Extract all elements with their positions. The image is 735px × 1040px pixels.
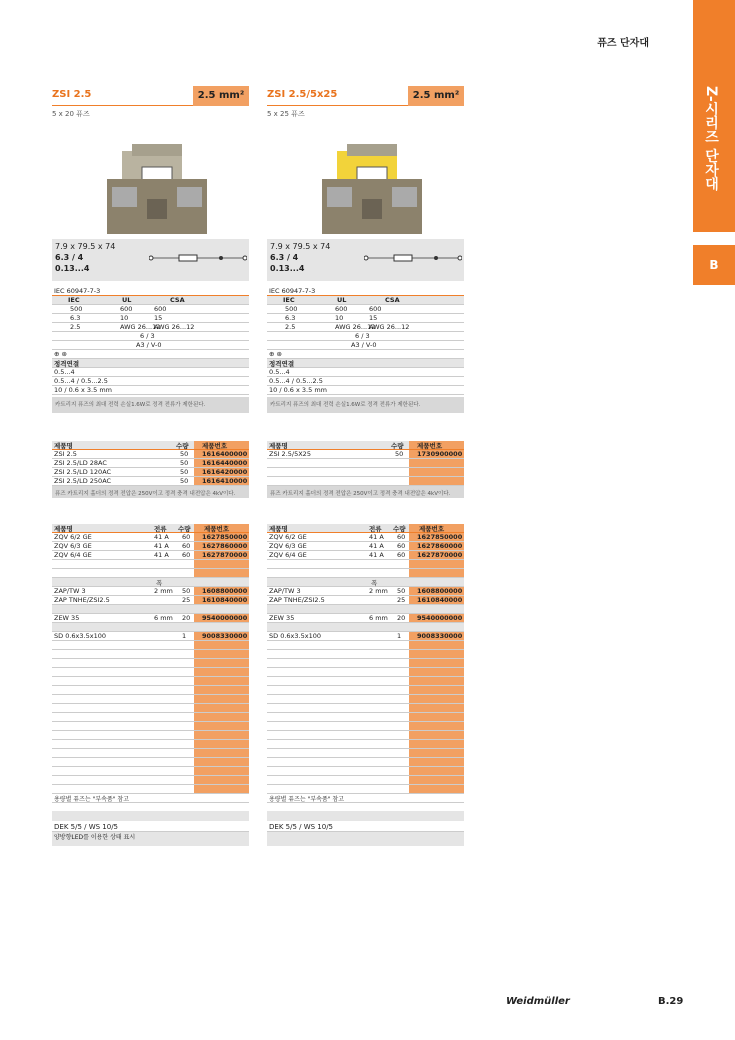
dimensions: 7.9 x 79.5 x 74 [55, 242, 116, 251]
dimensions: 7.9 x 79.5 x 74 [270, 242, 331, 251]
approvals-header [52, 296, 249, 305]
accessory-cell: ZAP TNHE/ZSI2.5 [269, 596, 325, 604]
accessory-cell: 1610840000 [202, 596, 248, 604]
cert-icons-row [267, 350, 464, 359]
accessory-cell: 60 [182, 542, 191, 550]
product-column [267, 86, 464, 846]
accessory-row [267, 560, 464, 569]
wire-size: 2.5 mm² [193, 86, 249, 106]
accessory-cell: 60 [397, 542, 406, 550]
approvals-cell: 10 [120, 314, 129, 322]
order-note: 퓨즈 카트리지 홀더의 정격 전압은 250V이고 정격 충격 내전압은 4kV이다. [52, 486, 249, 498]
order-row [52, 459, 249, 468]
wire-range: 0.13...4 [55, 264, 90, 273]
fuse-symbol-icon [364, 254, 462, 262]
approvals-cell: AWG 26...12 [120, 323, 161, 331]
order-cell: 1616410000 [202, 477, 248, 485]
accessory-number-bg [409, 740, 464, 748]
accessory-cell: 60 [397, 533, 406, 541]
accessory-cell: 60 [182, 551, 191, 559]
width-label-row [267, 578, 464, 587]
extra-row [52, 341, 249, 350]
spacer-row [267, 605, 464, 614]
accessory-number-bg [409, 749, 464, 757]
approvals-row [267, 305, 464, 314]
order-row [52, 477, 249, 486]
approvals-row [267, 323, 464, 332]
accessory-number-bg [409, 776, 464, 784]
side-tab [693, 0, 735, 232]
accessory-row [52, 542, 249, 551]
accessory-cell: ZQV 6/3 GE [269, 542, 307, 550]
accessory-cell: ZQV 6/3 GE [54, 542, 92, 550]
accessory-number-bg [409, 767, 464, 775]
accessory-number-bg [194, 668, 249, 676]
spacer-block [267, 811, 464, 821]
accessory-row [267, 749, 464, 758]
accessory-cell: ZAP/TW 3 [269, 587, 301, 595]
accessory-cell: 9540000000 [417, 614, 463, 622]
approvals-cell: 6.3 [285, 314, 296, 322]
accessory-row [267, 551, 464, 560]
accessory-number-bg [194, 731, 249, 739]
approvals-row [267, 314, 464, 323]
order-row [267, 450, 464, 459]
accessory-cell: 1627870000 [417, 551, 463, 559]
accessory-cell: 9540000000 [202, 614, 248, 622]
accessory-number-bg [194, 704, 249, 712]
approvals-table [267, 287, 464, 395]
order-row [267, 459, 464, 468]
accessory-row [52, 749, 249, 758]
accessory-cell: 1608800000 [417, 587, 463, 595]
product-title-bar [267, 86, 464, 106]
accessory-number-bg [194, 695, 249, 703]
accessory-cell: 60 [397, 551, 406, 559]
extra-value: 6 / 3 [140, 332, 155, 340]
accessory-row [52, 650, 249, 659]
accessory-cell: 6 mm [369, 614, 388, 622]
accessory-row [267, 767, 464, 776]
order-header-cell: 제품번호 [417, 441, 443, 450]
order-header-cell: 제품번호 [202, 441, 228, 450]
rating: 6.3 / 4 [55, 253, 84, 262]
order-cell: 1616420000 [202, 468, 248, 476]
accessory-row [267, 632, 464, 641]
fuse-type: 5 x 25 퓨즈 [267, 110, 305, 118]
accessory-cell: 1627850000 [417, 533, 463, 541]
accessory-number-bg [194, 650, 249, 658]
approvals-header-cell: IEC [68, 296, 80, 304]
approvals-row [52, 323, 249, 332]
order-cell: 50 [180, 477, 189, 485]
accessory-number-bg [194, 776, 249, 784]
approvals-cell: AWG 26...12 [369, 323, 410, 331]
accessory-row [52, 677, 249, 686]
accessory-row [52, 551, 249, 560]
accessories-header-cell: 제품번호 [419, 524, 445, 533]
cert-icons-row [52, 350, 249, 359]
approvals-cell: 15 [369, 314, 378, 322]
order-header-cell: 제품명 [269, 441, 288, 450]
accessory-row [267, 776, 464, 785]
order-cell: 50 [395, 450, 404, 458]
accessory-row [267, 677, 464, 686]
accessories-header-cell: 제품번호 [204, 524, 230, 533]
accessory-cell: 41 A [369, 551, 384, 559]
extra-value: A3 / V-0 [351, 341, 377, 349]
accessory-row [52, 695, 249, 704]
accessory-cell: SD 0.6x3.5x100 [54, 632, 106, 640]
accessory-number-bg [409, 722, 464, 730]
accessory-row [267, 686, 464, 695]
accessory-cell: 60 [182, 533, 191, 541]
marker-info: DEK 5/5 / WS 10/5 [52, 823, 249, 832]
accessory-row [267, 596, 464, 605]
approvals-cell: 2.5 [70, 323, 81, 331]
accessory-row [52, 659, 249, 668]
extra-row [267, 341, 464, 350]
accessories-table [52, 524, 249, 794]
certification-icon: ⊕ ⊛ [269, 350, 282, 358]
approvals-table [52, 287, 249, 395]
accessory-cell: 25 [397, 596, 406, 604]
standard-label: IEC 60947-7-3 [52, 287, 249, 296]
order-cell: 1616440000 [202, 459, 248, 467]
marker-info: DEK 5/5 / WS 10/5 [267, 823, 464, 832]
accessories-header-cell: 전류 [369, 524, 382, 533]
cert-label: 정격연결 [52, 359, 249, 368]
accessory-cell: 9008330000 [202, 632, 248, 640]
order-row [267, 477, 464, 486]
accessory-cell: ZAP/TW 3 [54, 587, 86, 595]
accessory-row [52, 632, 249, 641]
accessory-row [52, 560, 249, 569]
accessory-cell: ZQV 6/2 GE [54, 533, 92, 541]
led-note: 양방향LED를 이용한 상태 표시 [52, 832, 249, 846]
rating: 6.3 / 4 [270, 253, 299, 262]
accessory-number-bg [409, 704, 464, 712]
cert-row: 0.5...4 [52, 368, 249, 377]
accessory-row [52, 776, 249, 785]
cert-row: 0.5...4 [267, 368, 464, 377]
page-number: B.29 [658, 996, 684, 1007]
accessory-row [267, 695, 464, 704]
accessory-number-bg [409, 695, 464, 703]
accessories-header-cell: 수량 [393, 524, 406, 533]
wire-range: 0.13...4 [270, 264, 305, 273]
accessory-row [52, 767, 249, 776]
product-image [52, 119, 249, 239]
accessory-row [267, 641, 464, 650]
accessory-row [52, 668, 249, 677]
accessory-cell: 41 A [369, 533, 384, 541]
accessory-number-bg [194, 569, 249, 577]
accessory-number-bg [194, 749, 249, 757]
accessory-number-bg [409, 560, 464, 568]
approvals-cell: 10 [335, 314, 344, 322]
accessory-number-bg [194, 758, 249, 766]
accessory-row [52, 614, 249, 623]
side-letter-tab: B [693, 245, 735, 285]
note-text: 카트리지 퓨즈의 최대 전력 손실1.6W로 정격 전류가 제한된다. [52, 397, 249, 413]
spacer-row [52, 605, 249, 614]
accessory-number-bg [194, 722, 249, 730]
dimensions-block [267, 239, 464, 281]
accessory-row [267, 569, 464, 578]
accessory-number-bg [194, 659, 249, 667]
order-header [52, 441, 249, 450]
approvals-cell: 500 [70, 305, 83, 313]
accessory-cell: ZEW 35 [269, 614, 295, 622]
accessory-number-bg [409, 569, 464, 577]
accessory-row [52, 722, 249, 731]
accessory-cell: ZAP TNHE/ZSI2.5 [54, 596, 110, 604]
accessory-cell: 1627870000 [202, 551, 248, 559]
accessory-row [52, 704, 249, 713]
spacer-block [52, 811, 249, 821]
order-row [52, 468, 249, 477]
accessory-cell: 41 A [154, 542, 169, 550]
accessories-header-cell: 제품명 [269, 524, 288, 533]
approvals-header-cell: CSA [170, 296, 185, 304]
approvals-header-cell: CSA [385, 296, 400, 304]
fuse-type: 5 x 20 퓨즈 [52, 110, 90, 118]
order-cell: 50 [180, 450, 189, 458]
order-cell: ZSI 2.5/LD 28AC [54, 459, 107, 467]
order-number-cell-bg [409, 477, 464, 485]
accessory-row [267, 722, 464, 731]
accessory-cell: 41 A [154, 551, 169, 559]
extra-row [267, 332, 464, 341]
accessory-row [52, 641, 249, 650]
accessory-row [52, 731, 249, 740]
accessory-number-bg [409, 650, 464, 658]
extra-value: A3 / V-0 [136, 341, 162, 349]
accessory-cell: 50 [182, 587, 191, 595]
approvals-cell: 6.3 [70, 314, 81, 322]
accessory-number-bg [409, 785, 464, 793]
order-number-cell-bg [409, 459, 464, 467]
accessory-number-bg [409, 713, 464, 721]
accessories-header-cell: 제품명 [54, 524, 73, 533]
spacer-row [267, 623, 464, 632]
accessory-cell: 1610840000 [417, 596, 463, 604]
accessory-cell: 20 [397, 614, 406, 622]
accessory-cell: 50 [397, 587, 406, 595]
approvals-row [52, 314, 249, 323]
accessory-row [52, 587, 249, 596]
accessory-row [267, 587, 464, 596]
accessory-cell: 1608800000 [202, 587, 248, 595]
wire-size: 2.5 mm² [408, 86, 464, 106]
fuse-symbol-icon [149, 254, 247, 262]
accessories-header-cell: 수량 [178, 524, 191, 533]
approvals-cell: 600 [120, 305, 133, 313]
accessory-row [267, 650, 464, 659]
accessory-cell: 1627860000 [202, 542, 248, 550]
accessory-cell: 1627850000 [202, 533, 248, 541]
approvals-cell: AWG 26...12 [335, 323, 376, 331]
accessories-header [267, 524, 464, 533]
accessory-row [267, 659, 464, 668]
accessory-cell: SD 0.6x3.5x100 [269, 632, 321, 640]
order-header-cell: 제품명 [54, 441, 73, 450]
extra-row [52, 332, 249, 341]
approvals-cell: 15 [154, 314, 163, 322]
accessory-cell: 1 [182, 632, 187, 640]
accessory-row [267, 542, 464, 551]
accessory-number-bg [194, 740, 249, 748]
product-name: ZSI 2.5 [52, 89, 92, 100]
accessory-cell: ZEW 35 [54, 614, 80, 622]
approvals-cell: 600 [369, 305, 382, 313]
accessory-row [267, 668, 464, 677]
cert-row: 0.5...4 / 0.5...2.5 [267, 377, 464, 386]
standard-label: IEC 60947-7-3 [267, 287, 464, 296]
cert-row: 0.5...4 / 0.5...2.5 [52, 377, 249, 386]
approvals-cell: 600 [335, 305, 348, 313]
approvals-row [52, 305, 249, 314]
order-row [267, 468, 464, 477]
accessory-row [52, 713, 249, 722]
order-note: 퓨즈 카트리지 홀더의 정격 전압은 250V이고 정격 충격 내전압은 4kV이다. [267, 486, 464, 498]
approvals-cell: 600 [154, 305, 167, 313]
order-cell: ZSI 2.5 [54, 450, 77, 458]
approvals-cell: AWG 26...12 [154, 323, 195, 331]
accessory-row [52, 596, 249, 605]
accessory-cell: 6 mm [154, 614, 173, 622]
accessory-row [267, 758, 464, 767]
accessories-header [52, 524, 249, 533]
fuse-reference-note: 용량별 퓨즈는 "부속품" 참고 [267, 794, 464, 803]
order-header [267, 441, 464, 450]
width-label-row [52, 578, 249, 587]
spacer-row [52, 623, 249, 632]
accessory-number-bg [194, 641, 249, 649]
accessory-number-bg [194, 686, 249, 694]
order-cell: ZSI 2.5/LD 250AC [54, 477, 112, 485]
order-header-cell: 수량 [176, 441, 189, 450]
product-name: ZSI 2.5/5x25 [267, 89, 338, 100]
accessory-row [267, 704, 464, 713]
order-cell: 50 [180, 468, 189, 476]
accessory-number-bg [194, 785, 249, 793]
accessory-cell: ZQV 6/2 GE [269, 533, 307, 541]
approvals-header [267, 296, 464, 305]
accessory-number-bg [409, 668, 464, 676]
accessory-row [52, 686, 249, 695]
order-cell: ZSI 2.5/5X25 [269, 450, 311, 458]
order-table [52, 441, 249, 498]
accessory-number-bg [194, 713, 249, 721]
approvals-header-cell: IEC [283, 296, 295, 304]
order-header-cell: 수량 [391, 441, 404, 450]
accessory-number-bg [194, 560, 249, 568]
approvals-cell: 500 [285, 305, 298, 313]
accessory-row [52, 758, 249, 767]
note-text: 카트리지 퓨즈의 최대 전력 손실1.6W로 정격 전류가 제한된다. [267, 397, 464, 413]
accessory-number-bg [409, 677, 464, 685]
product-image [267, 119, 464, 239]
accessory-row [267, 731, 464, 740]
terminal-block-image [267, 119, 464, 239]
accessory-row [267, 713, 464, 722]
accessory-row [52, 740, 249, 749]
terminal-block-image [52, 119, 249, 239]
cert-label: 정격연결 [267, 359, 464, 368]
approvals-header-cell: UL [122, 296, 132, 304]
accessory-cell: 25 [182, 596, 191, 604]
accessory-row [267, 740, 464, 749]
accessory-cell: 2 mm [154, 587, 173, 595]
accessory-cell: 1 [397, 632, 402, 640]
section-title: 퓨즈 단자대 [597, 38, 649, 49]
accessory-number-bg [194, 767, 249, 775]
product-column [52, 86, 249, 846]
order-row [52, 450, 249, 459]
led-note [267, 832, 464, 846]
dimensions-block [52, 239, 249, 281]
accessory-number-bg [409, 641, 464, 649]
accessory-number-bg [194, 677, 249, 685]
approvals-cell: 2.5 [285, 323, 296, 331]
accessory-row [267, 533, 464, 542]
accessory-row [52, 569, 249, 578]
accessory-row [267, 614, 464, 623]
accessory-cell: ZQV 6/4 GE [54, 551, 92, 559]
accessory-number-bg [409, 659, 464, 667]
accessory-cell: ZQV 6/4 GE [269, 551, 307, 559]
order-cell: 1616400000 [202, 450, 248, 458]
accessory-number-bg [409, 731, 464, 739]
weidmuller-logo: Weidmüller [506, 996, 570, 1007]
accessory-cell: 1627860000 [417, 542, 463, 550]
accessory-row [52, 533, 249, 542]
cert-row: 10 / 0.6 x 3.5 mm [267, 386, 464, 395]
accessory-cell: 41 A [369, 542, 384, 550]
accessory-cell: 2 mm [369, 587, 388, 595]
width-label: 폭 [371, 578, 378, 587]
certification-icon: ⊕ ⊛ [54, 350, 67, 358]
order-number-cell-bg [409, 468, 464, 476]
accessories-table [267, 524, 464, 794]
accessory-cell: 41 A [154, 533, 169, 541]
accessory-cell: 9008330000 [417, 632, 463, 640]
accessory-cell: 20 [182, 614, 191, 622]
accessories-header-cell: 전류 [154, 524, 167, 533]
approvals-header-cell: UL [337, 296, 347, 304]
order-cell: ZSI 2.5/LD 120AC [54, 468, 112, 476]
product-title-bar [52, 86, 249, 106]
width-label: 폭 [156, 578, 163, 587]
cert-row: 10 / 0.6 x 3.5 mm [52, 386, 249, 395]
order-cell: 50 [180, 459, 189, 467]
accessory-number-bg [409, 758, 464, 766]
extra-value: 6 / 3 [355, 332, 370, 340]
fuse-reference-note: 용량별 퓨즈는 "부속품" 참고 [52, 794, 249, 803]
accessory-number-bg [409, 686, 464, 694]
order-table [267, 441, 464, 498]
side-tab-label: Z-시리즈 단자대 [703, 86, 719, 191]
order-cell: 1730900000 [417, 450, 463, 458]
